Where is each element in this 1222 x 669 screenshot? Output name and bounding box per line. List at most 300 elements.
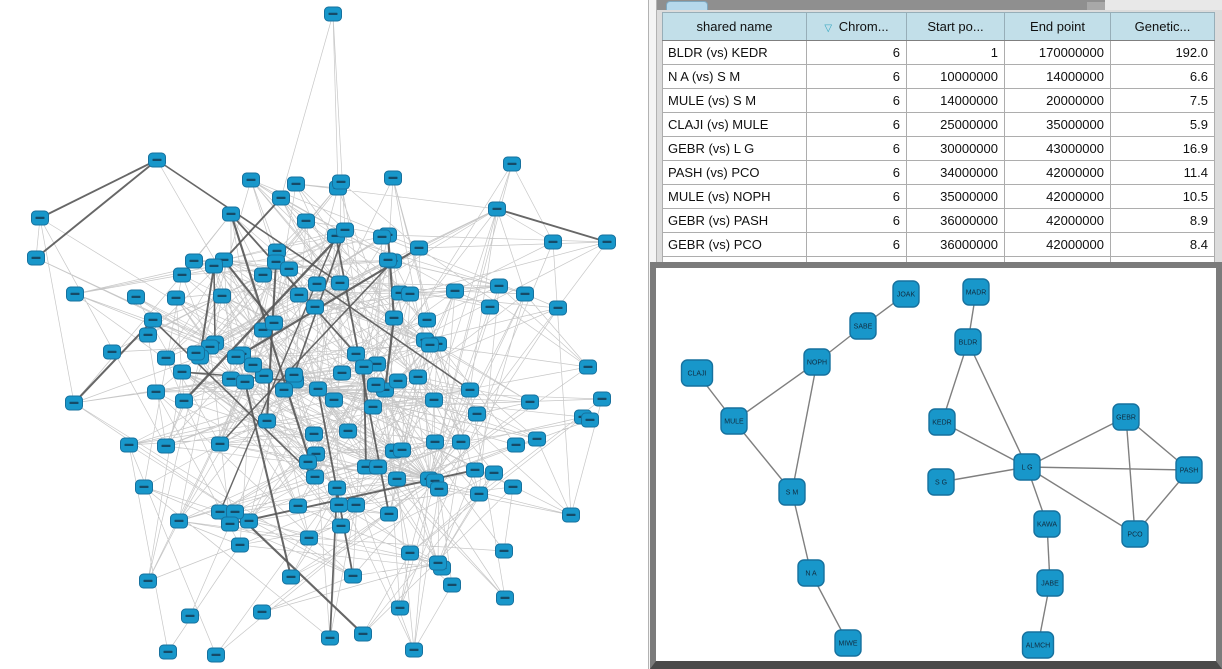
graph-node[interactable] [206,259,223,273]
graph-node[interactable] [121,438,138,452]
cell-value[interactable]: 36000000 [907,209,1005,233]
network-node-JABE[interactable] [1037,570,1063,596]
node-label-smudge [586,419,595,421]
cell-shared-name[interactable]: GEBR (vs) PCO [663,233,807,257]
graph-node[interactable] [67,287,84,301]
table-row[interactable] [663,185,1215,209]
graph-node[interactable] [380,253,397,267]
cell-value[interactable]: 10.5 [1111,185,1215,209]
graph-node[interactable] [145,313,162,327]
graph-node[interactable] [329,481,346,495]
table-row[interactable] [663,65,1215,89]
graph-node[interactable] [381,507,398,521]
graph-node[interactable] [356,360,373,374]
node-label-smudge [385,513,394,515]
node-label-smudge [313,283,322,285]
column-header-end-point[interactable] [1005,13,1111,41]
node-label-smudge [431,441,440,443]
graph-node[interactable] [104,345,121,359]
graph-node[interactable] [529,432,546,446]
graph-node[interactable] [326,393,343,407]
graph-node[interactable] [266,316,283,330]
node-label-smudge [390,317,399,319]
cell-value[interactable]: 6 [807,185,907,209]
graph-node[interactable] [259,414,276,428]
table-row[interactable] [663,161,1215,185]
graph-node[interactable] [212,437,229,451]
node-label-smudge [153,159,162,161]
node-label-smudge [295,294,304,296]
graph-node[interactable] [462,383,479,397]
node-label-smudge [232,356,241,358]
graph-node[interactable] [276,383,293,397]
graph-node[interactable] [385,171,402,185]
table-row[interactable] [663,41,1215,65]
node-label: S M [785,489,799,497]
graph-node[interactable] [504,157,521,171]
graph-node[interactable] [394,443,411,457]
graph-node[interactable] [374,230,391,244]
graph-node[interactable] [348,498,365,512]
graph-node[interactable] [410,370,427,384]
graph-node[interactable] [469,407,486,421]
graph-node[interactable] [496,544,513,558]
node-label-smudge [341,229,350,231]
cell-value[interactable]: 6 [807,233,907,257]
graph-node[interactable] [368,378,385,392]
node-label-smudge [369,406,378,408]
node-label-smudge [258,611,267,613]
graph-node[interactable] [489,202,506,216]
graph-node[interactable] [333,519,350,533]
node-label-smudge [389,177,398,179]
graph-node[interactable] [307,470,324,484]
network-node-BLDR[interactable] [955,329,981,355]
node-label-smudge [285,268,294,270]
graph-node[interactable] [331,498,348,512]
graph-node[interactable] [300,455,317,469]
column-header-label: End point [1030,19,1085,34]
network-node-SABE[interactable] [850,313,876,339]
toolbar-fragment [1087,2,1105,10]
graph-node[interactable] [444,578,461,592]
network-edge-BLDR-LG[interactable] [968,342,1027,467]
graph-node[interactable] [309,277,326,291]
node-label-smudge [554,307,563,309]
network-node-GEBR[interactable] [1113,404,1139,430]
cell-value[interactable]: 35000000 [1005,113,1111,137]
node-label: KAWA [1036,521,1058,529]
node-label-smudge [149,319,158,321]
network-edge-NOPH-SM[interactable] [792,362,817,492]
node-label-smudge [241,381,250,383]
graph-node[interactable] [419,313,436,327]
cell-value[interactable]: 42000000 [1005,209,1111,233]
graph-node[interactable] [214,289,231,303]
node-label-smudge [311,476,320,478]
node-label-smudge [393,478,402,480]
filter-funnel-icon[interactable]: ▽ [824,23,833,34]
graph-node[interactable] [174,268,191,282]
graph-edge-thick [40,160,157,218]
cell-value[interactable]: 20000000 [1005,89,1111,113]
graph-node[interactable] [182,609,199,623]
graph-node[interactable] [402,287,419,301]
graph-node[interactable] [599,235,616,249]
cell-value[interactable]: 16.9 [1111,137,1215,161]
node-label-smudge [125,444,134,446]
graph-node[interactable] [255,268,272,282]
cell-value[interactable]: 10000000 [907,65,1005,89]
node-label-smudge [210,265,219,267]
graph-node[interactable] [389,472,406,486]
cell-value[interactable]: 25000000 [907,113,1005,137]
graph-node[interactable] [128,290,145,304]
graph-node[interactable] [427,435,444,449]
node-label-smudge [314,388,323,390]
cell-value[interactable]: 6 [807,65,907,89]
node-label-smudge [486,306,495,308]
graph-node[interactable] [325,7,342,21]
node-label-smudge [509,486,518,488]
graph-node[interactable] [149,153,166,167]
network-view-filtered[interactable] [656,268,1216,661]
graph-node[interactable] [290,499,307,513]
graph-node[interactable] [310,382,327,396]
node-label-smudge [457,441,466,443]
node-label-smudge [501,597,510,599]
table-header-row [663,13,1215,41]
node-label-smudge [144,580,153,582]
network-node-N-A[interactable] [798,560,824,586]
cell-value[interactable]: 42000000 [1005,185,1111,209]
cell-shared-name[interactable]: PASH (vs) PCO [663,161,807,185]
graph-node[interactable] [243,173,260,187]
graph-node[interactable] [392,601,409,615]
graph-node[interactable] [497,591,514,605]
graph-node[interactable] [291,288,308,302]
table-tab[interactable] [666,1,708,10]
graph-node[interactable] [386,311,403,325]
graph-node[interactable] [411,241,428,255]
cell-value[interactable]: 6 [807,113,907,137]
node-label-smudge [493,208,502,210]
node-label-smudge [259,329,268,331]
cell-value[interactable]: 43000000 [1005,137,1111,161]
table-row[interactable] [663,233,1215,257]
node-label: MULE [724,418,744,426]
graph-node[interactable] [370,460,387,474]
graph-node[interactable] [66,396,83,410]
node-label-smudge [227,213,236,215]
network-edge-LG-PASH[interactable] [1027,467,1189,470]
node-label-smudge [435,488,444,490]
node-label-smudge [473,413,482,415]
network-view-filtered-panel [650,262,1222,669]
graph-node[interactable] [545,235,562,249]
node-label-smudge [206,346,215,348]
node-label-smudge [406,552,415,554]
graph-node[interactable] [453,435,470,449]
graph-node[interactable] [491,279,508,293]
node-label-smudge [192,352,201,354]
network-node-MULE[interactable] [721,408,747,434]
cell-shared-name[interactable]: MULE (vs) NOPH [663,185,807,209]
node-label-smudge [140,486,149,488]
graph-node[interactable] [522,395,539,409]
cell-value[interactable]: 34000000 [907,161,1005,185]
node-label-smudge [178,371,187,373]
cell-value[interactable]: 6.6 [1111,65,1215,89]
node-label-smudge [423,319,432,321]
node-label-smudge [384,259,393,261]
graph-node[interactable] [505,480,522,494]
node-label-smudge [190,260,199,262]
cell-shared-name[interactable]: GEBR (vs) PASH [663,209,807,233]
graph-node[interactable] [333,175,350,189]
node-label-smudge [304,461,313,463]
cell-value[interactable]: 192.0 [1111,41,1215,65]
cell-value[interactable]: 1 [907,41,1005,65]
network-node-JOAK[interactable] [893,281,919,307]
graph-node[interactable] [431,482,448,496]
node-label: SABE [853,323,873,331]
toolbar-strip [657,0,1222,10]
node-label: ALMCH [1025,642,1051,650]
node-label-smudge [598,398,607,400]
node-label-smudge [212,654,221,656]
graph-node[interactable] [176,394,193,408]
cell-value[interactable]: 170000000 [1005,41,1111,65]
graph-node[interactable] [482,300,499,314]
graph-node[interactable] [245,358,262,372]
node-label-smudge [352,353,361,355]
network-edge-GEBR-PCO[interactable] [1126,417,1135,534]
cell-value[interactable]: 42000000 [1005,161,1111,185]
edge-attribute-table [662,12,1215,281]
node-label-smudge [180,400,189,402]
cell-value[interactable]: 14000000 [1005,65,1111,89]
node-label-smudge [360,366,369,368]
table-row[interactable] [663,89,1215,113]
graph-node[interactable] [306,427,323,441]
graph-node[interactable] [332,276,349,290]
graph-node[interactable] [517,287,534,301]
graph-node[interactable] [228,350,245,364]
node-label-smudge [186,615,195,617]
graph-node[interactable] [188,346,205,360]
network-edge-LG-GEBR[interactable] [1027,417,1126,467]
node-label-smudge [218,295,227,297]
node-label-smudge [448,584,457,586]
table-row[interactable] [663,113,1215,137]
node-label-smudge [533,438,542,440]
network-node-L-G[interactable] [1014,454,1040,480]
graph-node[interactable] [307,300,324,314]
table-row[interactable] [663,137,1215,161]
graph-node[interactable] [136,480,153,494]
cell-value[interactable]: 6 [807,41,907,65]
node-label-smudge [36,217,45,219]
node-label-smudge [270,322,279,324]
graph-node[interactable] [447,284,464,298]
cell-value[interactable]: 35000000 [907,185,1005,209]
graph-node[interactable] [355,627,372,641]
cell-value[interactable]: 8.9 [1111,209,1215,233]
graph-node[interactable] [254,605,271,619]
graph-node[interactable] [390,374,407,388]
graph-node[interactable] [208,648,225,662]
node-label-smudge [495,285,504,287]
graph-node[interactable] [471,487,488,501]
graph-node[interactable] [28,251,45,265]
graph-node[interactable] [140,574,157,588]
network-node-NOPH[interactable] [804,349,830,375]
column-header-label: Chrom... [838,19,889,34]
graph-node[interactable] [223,207,240,221]
graph-node[interactable] [582,413,599,427]
graph-node[interactable] [430,556,447,570]
network-node-S-M[interactable] [779,479,805,505]
graph-node[interactable] [232,538,249,552]
node-label-smudge [394,380,403,382]
graph-node[interactable] [426,393,443,407]
cell-shared-name[interactable]: N A (vs) S M [663,65,807,89]
graph-node[interactable] [286,368,303,382]
cell-value[interactable]: 7.5 [1111,89,1215,113]
cell-shared-name[interactable]: BLDR (vs) KEDR [663,41,807,65]
node-label-smudge [338,372,347,374]
node-label-smudge [290,374,299,376]
graph-node[interactable] [365,400,382,414]
node-label-smudge [216,443,225,445]
graph-node[interactable] [345,569,362,583]
node-label-smudge [333,487,342,489]
network-node-ALMCH[interactable] [1023,632,1054,658]
node-label: GEBR [1116,414,1136,422]
node-label-smudge [311,306,320,308]
network-node-MADR[interactable] [963,279,989,305]
cell-shared-name[interactable]: CLAJI (vs) MULE [663,113,807,137]
column-header-chromosome[interactable] [807,13,907,41]
node-label-smudge [216,511,225,513]
graph-node[interactable] [486,466,503,480]
node-label-smudge [359,633,368,635]
graph-node[interactable] [273,191,290,205]
node-label-smudge [500,550,509,552]
graph-node[interactable] [563,508,580,522]
graph-node[interactable] [348,347,365,361]
node-label-smudge [310,433,319,435]
node-label-smudge [398,449,407,451]
node-label: PASH [1179,467,1199,475]
node-label-smudge [414,376,423,378]
node-label-smudge [373,363,382,365]
graph-node[interactable] [288,177,305,191]
node-label: PCO [1127,531,1143,539]
graph-node[interactable] [140,328,157,342]
table-row[interactable] [663,209,1215,233]
graph-node[interactable] [340,424,357,438]
network-node-PCO[interactable] [1122,521,1148,547]
column-header-label: Genetic... [1134,19,1191,34]
cell-value[interactable]: 14000000 [907,89,1005,113]
cell-value[interactable]: 42000000 [1005,233,1111,257]
network-node-CLAJI[interactable] [682,360,713,386]
graph-node[interactable] [171,514,188,528]
cell-value[interactable]: 6 [807,161,907,185]
cell-value[interactable]: 30000000 [907,137,1005,161]
graph-node[interactable] [148,385,165,399]
cell-value[interactable]: 6 [807,137,907,161]
node-label-smudge [471,469,480,471]
graph-node[interactable] [158,351,175,365]
graph-node[interactable] [186,254,203,268]
node-label-smudge [272,261,281,263]
column-header-genetic[interactable] [1111,13,1215,41]
network-node-MIWE[interactable] [835,630,861,656]
graph-node[interactable] [32,211,49,225]
graph-node[interactable] [281,262,298,276]
cell-value[interactable]: 11.4 [1111,161,1215,185]
graph-node[interactable] [334,366,351,380]
node-label-smudge [302,220,311,222]
cell-value[interactable]: 6 [807,89,907,113]
graph-node[interactable] [402,546,419,560]
graph-node[interactable] [508,438,525,452]
graph-node[interactable] [322,631,339,645]
network-node-KEDR[interactable] [929,409,955,435]
column-header-start-position[interactable] [907,13,1005,41]
graph-node[interactable] [422,338,439,352]
node-label-smudge [378,236,387,238]
cell-shared-name[interactable]: MULE (vs) S M [663,89,807,113]
node-label-smudge [337,525,346,527]
graph-node[interactable] [550,301,567,315]
node-label-smudge [108,351,117,353]
network-node-KAWA[interactable] [1034,511,1060,537]
graph-edge-thick [214,266,215,343]
node-label-smudge [227,378,236,380]
graph-node[interactable] [158,439,175,453]
graph-node[interactable] [467,463,484,477]
graph-node[interactable] [222,517,239,531]
graph-node[interactable] [580,360,597,374]
cell-value[interactable]: 6 [807,209,907,233]
cell-value[interactable]: 36000000 [907,233,1005,257]
network-node-PASH[interactable] [1176,457,1202,483]
network-node-S-G[interactable] [928,469,954,495]
cell-value[interactable]: 5.9 [1111,113,1215,137]
column-header-shared-name[interactable] [663,13,807,41]
graph-node[interactable] [160,645,177,659]
graph-node[interactable] [237,375,254,389]
cell-value[interactable]: 8.4 [1111,233,1215,257]
graph-node[interactable] [174,365,191,379]
graph-node[interactable] [301,531,318,545]
node-label-smudge [259,274,268,276]
graph-node[interactable] [406,643,423,657]
node-label-smudge [426,344,435,346]
graph-node[interactable] [337,223,354,237]
graph-node[interactable] [594,392,611,406]
graph-node[interactable] [298,214,315,228]
graph-node[interactable] [283,570,300,584]
node-label-smudge [236,544,245,546]
graph-node[interactable] [168,291,185,305]
cell-shared-name[interactable]: GEBR (vs) L G [663,137,807,161]
node-label-smudge [178,274,187,276]
